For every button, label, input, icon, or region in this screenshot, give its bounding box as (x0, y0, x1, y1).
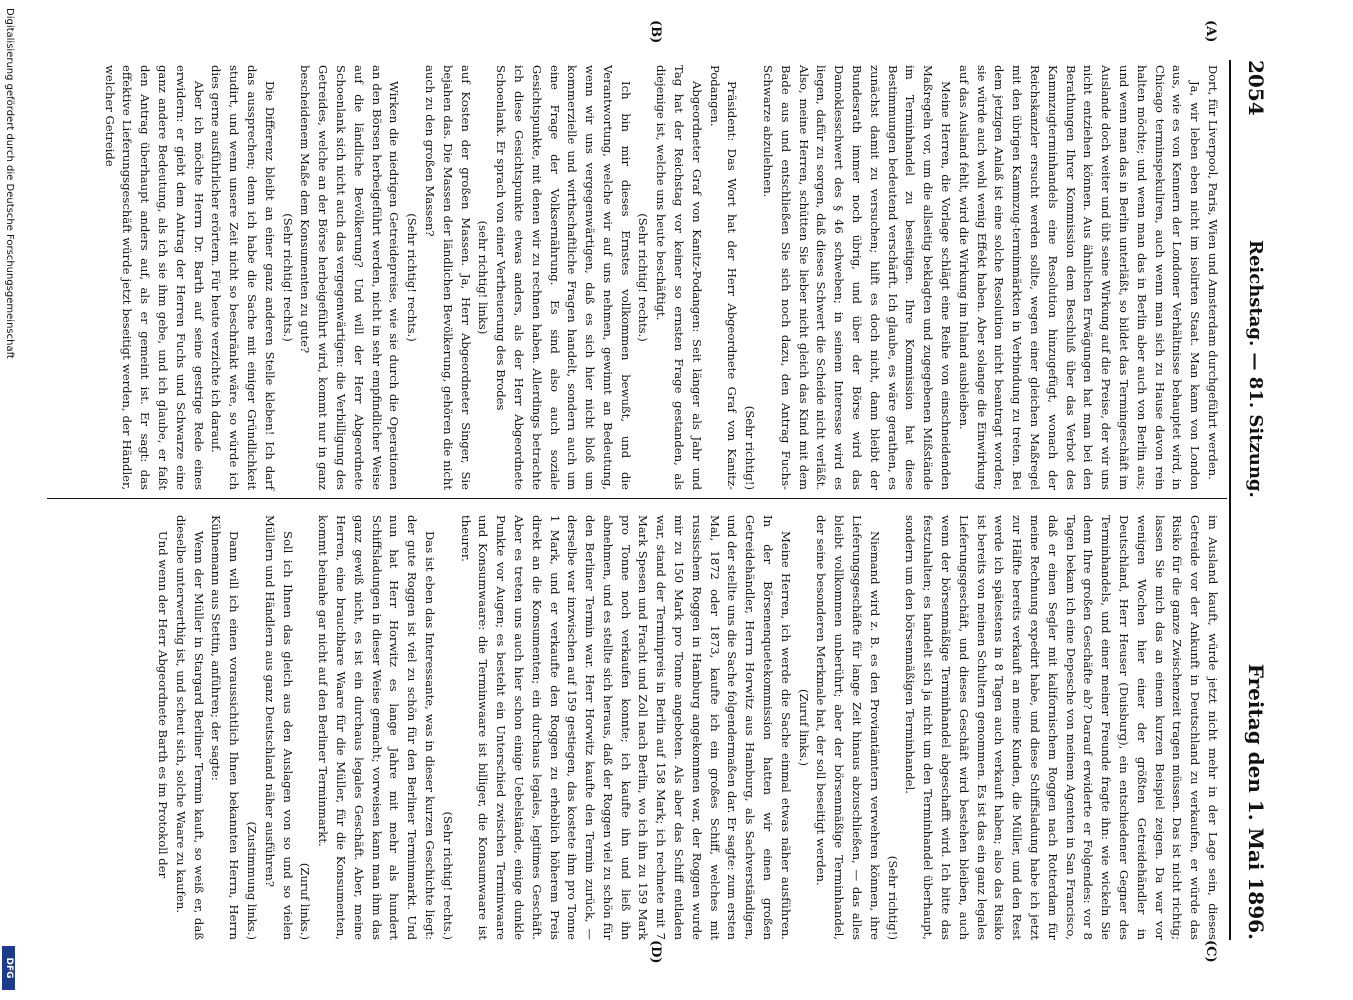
paragraph: Präsident: Das Wort hat der Herr Abgeordnete Graf von Kanitz-Podangen. (707, 65, 740, 490)
paragraph: Dort, für Liverpool, Paris, Wien und Amsterdam durchgeführt werden. (1206, 65, 1220, 480)
paragraph: Das ist eben das Interessante, was in dieser kurzen Geschichte liegt: der gute Roggen ist viel zu schön für den Berliner Terminmarkt. Und nun hat Herr Horwitz es lange Jahre mit mehr als hundert Schiffsladungen in dieser Weise gemacht; vorweisen kann man ihm das ganz gewiß nicht, es ist ein durchaus legales Geschäft. Aber, meine Herren, eine brauchbare Waare für die Müller, für die Konsumenten, kommt beinahe gar nicht auf den Berliner Terminmarkt. (316, 515, 437, 940)
margin-mark-b: (B) (648, 20, 663, 44)
paragraph: Dann will ich einen voraussichtlich Ihnen bekannten Herrn, Herrn Kühnemann aus Stettin, anführen; der sagte: (209, 515, 242, 940)
margin-mark-d: (D) (648, 940, 663, 964)
column-divider (47, 498, 1227, 499)
paragraph: Meine Herren, ich werde die Sache einmal etwas näher ausführen. In der Börsenenquetekommission hatten wir einen großen Getreidehändler, Herrn Horwitz aus Hamburg, als Sachverständigen, und der stellte uns die Sache folgendermaßen dar. Er sagte: zum ersten Mal, 1872 oder 1873, kaufte ich ein großes Schiff, welches mit russischem Roggen in Hamburg angekommen war, der Roggen wurde mir zu 150 Mark pro Tonne angeboten. Als aber das Schiff entladen war, stand der Terminpreis in Berlin auf 158 Mark; ich rechnete mit 7 Mark Spesen und Fracht und Zoll nach Berlin, wo ich ihn zu 159 Mark pro Tonne noch verkaufen konnte; ich kaufte ihn und ließ ihn abnehmen, und es stellte sich heraus, daß der Roggen viel zu schön für den Berliner Termin war. Herr Horwitz kaufte den Termin zurück, — derselbe war inzwischen auf 159 gestiegen, das kostete ihm pro Tonne 1 Mark, und er verkaufte den Roggen zu erheblich höherem Preis direkt an die Konsumenten; ein durchaus legales, legitimes Geschäft. Aber es treten uns auch hier schon einige Uebelstände, einige dunkle Punkte vor Augen; es besteht ein Unterschied zwischen Terminwaare und Konsumwaare: die Terminwaare ist billiger, die Konsumwaare ist theurer. (458, 515, 793, 940)
interjection: (Sehr richtig! rechts.) (440, 811, 455, 940)
paragraph: Und wenn der Herr Abgeordnete Barth es im Protokoll der (155, 531, 170, 879)
funding-credit: Digitalisierung gefördert durch die Deutsche Forschungsgemeinschaft (4, 8, 15, 359)
paragraph: auf Kosten der großen Massen. Ja, Herr Abgeordneter Singer, Sie bejahen das. Die Massen der ländlichen Bevölkerung, gehören die nicht auch zu den großen Massen? (422, 65, 473, 490)
page-number: 2054 (1244, 60, 1268, 116)
quotation: Wenn der Müller in Stargard Berliner Termin kauft, so weiß er, daß dieselbe unterwerthig ist, und scheut sich, solche Waare zu kaufen. (173, 515, 206, 940)
interjection: (Sehr richtig!) (743, 405, 758, 490)
interjection: (sehr richtig! links) (476, 220, 491, 335)
digitization-footer (0, 0, 15, 1000)
header-rule (1229, 60, 1231, 940)
interjection: (Zustimmung links.) (244, 821, 259, 940)
paragraph: Niemand wird z. B. es den Proviantämtern verwehren können, ihre Lieferungsgeschäfte für lange Zeit hinaus abzuschließen, — das alles bleibt vollkommen unberührt; aber der börsenmäßige Terminhandel, der seine besonderen Merkmale hat, der soll beseitigt werden. (814, 515, 882, 940)
interjection: (Sehr richtig! rechts.) (636, 213, 651, 342)
paragraph: Soll ich Ihnen das gleich aus den Auslagen von so und so vielen Müllern und Händlern aus ganz Deutschland näher ausführen? (262, 515, 295, 940)
interjection: (Sehr richtig!) (885, 855, 900, 940)
interjection: (Zuruf links.) (796, 688, 811, 767)
session-date: Freitag den 1. Mai 1896. (1244, 663, 1268, 940)
right-column (153, 515, 1221, 940)
paragraph: Die Differenz bleibt an einer ganz anderen Stelle kleben! Ich darf das aussprechen; denn ich habe die Sache mit einiger Gründlichkeit studirt, und wenn unsere Zeit nicht so beschränkt wäre, so würde ich dies gerne ausführlicher erörtern. Für heute verzichte ich darauf. (209, 65, 277, 490)
interjection: (Sehr richtig! rechts.) (405, 213, 420, 342)
paragraph: Ich bin mir dieses Ernstes vollkommen bewußt, und die Verantwortung, welche wir auf uns nehmen, gewinnt an Bedeutung, wenn wir uns vergegenwärtigen, daß es sich hier nicht bloß um kommerzielle und wirthschaftliche Fragen handelt, sondern auch um eine Frage der Volksernährung. Es sind also auch soziale Gesichtspunkte, mit denen wir zu rechnen haben. Allerdings betrachte ich diese Gesichtspunkte etwas anders, als der Herr Abgeordnete Schoenlank. Er sprach von einer Vertheuerung des Brodes (494, 65, 633, 490)
margin-mark-a: (A) (1203, 20, 1218, 43)
page-header (1238, 60, 1268, 940)
session-title: Reichstag. — 81. Sitzung. (1245, 240, 1266, 498)
paragraph: Meine Herren, die Vorlage schlägt eine Reihe von einschneidenden Maßregeln vor, um die allseitig beklagten und zugegebenen Mißstände im Terminhandel zu beseitigen. Ihre Kommission hat diese Bestimmungen bedeutend verschärft. Ich glaube, es wäre gerathen, es zunächst damit zu versuchen; hilft es doch nicht, dann bleibt der Bundesrath immer noch übrig, und über der Börse wird das Damoklesschwert des § 46 schweben; in seinem Interesse wird es liegen, dafür zu sorgen, daß dieses Schwert die Scheide nicht verläßt. Also, meine Herren, schütten Sie lieber nicht gleich das Kind mit dem Bade aus und entschließen Sie sich noch dazu, den Antrag Fuchs-Schwarze abzulehnen. (761, 65, 954, 490)
dfg-logo: DFG (2, 946, 15, 990)
margin-mark-c: (C) (1203, 940, 1218, 963)
paragraph: im Ausland kauft, würde jetzt nicht mehr in der Lage sein, dieses Getreide vor der Ankunft in Deutschland zu verkaufen, er würde das Risiko für die ganze Zwischenzeit tragen müssen. Das ist nicht richtig; lassen Sie mich das an einem kurzen Beispiel zeigen. Da war vor wenigen Wochen hier einer der größten Getreidehändler in Deutschland, Herr Heuser (Duisburg), ein entschiedener Gegner des Terminhandels, und einer meiner Freunde fragte ihn: wie wickeln Sie denn Ihre großen Geschäfte ab? Darauf erwiderte er Folgendes: vor 8 Tagen bekam ich eine Depesche von meinem Agenten in San Francisco, daß er einen Segler mit kalifornischem Roggen nach Rotterdam für meine Rechnung expedirt habe, und diese Schiffsladung habe ich jetzt zur Hälfte bereits verkauft an meine Kunden, die Müller, und den Rest werde ich spätestens in 8 Tagen auch verkauft haben; also das Risiko ist bereits von meinen Schultern genommen. Es ist das ein ganz legales Lieferungsgeschäft, und dieses Geschäft wird bestehen bleiben, auch wenn der börsenmäßige Terminhandel abgeschafft wird. Ich bitte das festzuhalten; es handelt sich ja nicht um den Terminhandel überhaupt, sondern um den börsenmäßigen Terminhandel. (903, 515, 1220, 940)
left-column (100, 65, 1221, 490)
interjection: (Sehr richtig! rechts.) (280, 213, 295, 342)
paragraph: Abgeordneter Graf von Kanitz-Podangen: Seit länger als Jahr und Tag hat der Reichstag vor keiner so ernsten Frage gestanden, als diejenige ist, welche uns heute beschäftigt. (654, 65, 704, 490)
paragraph: Aber ich möchte Herrn Dr. Barth auf seine gestrige Rede eines erwidern: er giebt dem Antrag der Herren Fuchs und Schwarze eine ganz andere Bedeutung, als ich sie ihm gebe, und ich glaube, er faßt den Antrag überhaupt anders auf, als er gemeint ist. Er sagt: das effektive Lieferungsgeschäft würde jetzt beseitigt werden, der Händler, welcher Getreide (102, 65, 206, 490)
paragraph: Ja, wir leben eben nicht im isolirten Staat. Man kann von London aus, wie es von Kennern der Londoner Verhältnisse behauptet wird, in Chicago terminspekuliren, auch wenn man sich zu Hause davon rein halten möchte; und wenn man das in Berlin aber auch von Berlin aus; und wenn man das in Berlin unterläßt, so bildet das Termingeschäft im Auslande doch weiter und übt seine Wirkung auf die Preise, der wir uns nicht entziehen können. Aus ähnlichen Erwägungen hat man bei den Berathungen Ihrer Kommission dem Beschluß über das Verbot des Kammzugterminhandels eine Resolution hinzugefügt, wonach der Reichskanzler ersucht werden sollte, wegen einer gleichen Maßregel mit den übrigen Kammzug-terminmärkten in Verbindung zu treten. Bei dem jetzigen Anlaß ist eine solche Resolution nicht beantragt worden; sie würde auch wohl wenig Effekt haben. Aber solange die Einwirkung auf das Ausland fehlt, wird die Wirkung im Inland ausbleiben. (956, 65, 1203, 490)
paragraph: Wirken die niedrigen Getreidepreise, wie sie durch die Operationen an den Börsen herbeigeführt werden, nicht in sehr empfindlicher Weise auf die ländliche Bevölkerung? Und will der Herr Abgeordnete Schoenlank sich nicht auch das vergegenwärtigen: die Verbilligung des Getreides, welche an der Börse herbeigeführt wird, kommt nur in ganz bescheidenem Maße dem Konsumenten zu gute? (298, 65, 402, 490)
interjection: (Zuruf links.) (298, 862, 313, 940)
